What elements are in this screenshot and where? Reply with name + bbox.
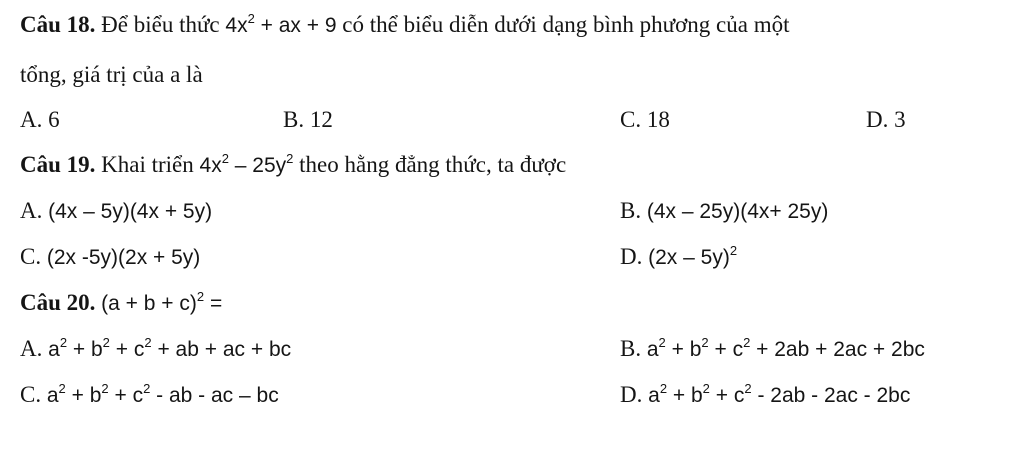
option-value: (2x -5y)(2x + 5y) bbox=[46, 246, 201, 269]
option-value bbox=[648, 243, 738, 269]
question-18-label: Câu 18. bbox=[20, 12, 96, 37]
expr-term: + c bbox=[715, 384, 745, 407]
question-20-label: Câu 20. bbox=[20, 290, 96, 315]
question-18-text-before: Để biểu thức bbox=[101, 12, 220, 37]
expr-term: + ab + ac + bc bbox=[157, 338, 292, 361]
question-18-expression bbox=[225, 11, 337, 37]
expr-term: - 2ab - 2ac - 2bc bbox=[757, 384, 911, 407]
question-20-option-a[interactable] bbox=[20, 334, 291, 365]
option-letter: D. bbox=[620, 382, 643, 407]
exponent: 2 bbox=[744, 381, 752, 396]
expr-term: + b bbox=[72, 338, 103, 361]
expr-term: + b bbox=[671, 338, 702, 361]
option-value bbox=[48, 335, 292, 361]
question-18-option-c[interactable] bbox=[620, 105, 670, 135]
question-19-stem bbox=[20, 150, 566, 181]
exponent: 2 bbox=[221, 151, 229, 166]
exponent: 2 bbox=[658, 335, 666, 350]
option-letter: D. bbox=[620, 244, 643, 269]
exponent: 2 bbox=[743, 335, 751, 350]
question-18-option-a[interactable] bbox=[20, 105, 60, 135]
option-letter: A. bbox=[20, 198, 43, 223]
option-value: 6 bbox=[48, 107, 60, 132]
exponent: 2 bbox=[701, 335, 709, 350]
exponent: 2 bbox=[247, 11, 255, 26]
question-19-expression bbox=[199, 151, 294, 177]
question-20-option-c[interactable] bbox=[20, 380, 279, 411]
question-20-expression bbox=[101, 289, 223, 315]
expr-term: a bbox=[48, 338, 60, 361]
question-19-text-before: Khai triển bbox=[101, 152, 194, 177]
option-letter: C. bbox=[620, 107, 642, 132]
option-letter: C. bbox=[20, 382, 42, 407]
question-18-stem bbox=[20, 10, 790, 41]
exponent: 2 bbox=[58, 381, 66, 396]
question-18-text-after: có thể biểu diễn dưới dạng bình phương của một bbox=[342, 12, 790, 37]
question-19-label: Câu 19. bbox=[20, 152, 96, 177]
exponent: 2 bbox=[59, 335, 68, 350]
exponent: 2 bbox=[143, 381, 151, 396]
exponent: 2 bbox=[286, 151, 294, 166]
option-letter: B. bbox=[283, 107, 305, 132]
exponent: 2 bbox=[101, 381, 109, 396]
question-18-stem-line2: tổng, giá trị của a là bbox=[20, 62, 203, 87]
expr-term: + c bbox=[115, 338, 145, 361]
option-letter: B. bbox=[620, 198, 642, 223]
question-19-option-c[interactable] bbox=[20, 242, 200, 273]
expr-term: (a + b + c) bbox=[101, 292, 197, 315]
option-letter: A. bbox=[20, 336, 43, 361]
expr-term: = bbox=[209, 292, 223, 315]
question-19-option-d[interactable] bbox=[620, 242, 737, 273]
option-letter: A. bbox=[20, 107, 43, 132]
expr-term: – 25y bbox=[234, 154, 287, 177]
option-value: (4x – 25y)(4x+ 25y) bbox=[646, 200, 829, 223]
option-value bbox=[646, 335, 925, 361]
option-value bbox=[46, 381, 279, 407]
question-19-text-after: theo hằng đẳng thức, ta được bbox=[299, 152, 567, 177]
expr-term: a bbox=[46, 384, 59, 407]
expr-term: a bbox=[648, 384, 660, 407]
option-letter: C. bbox=[20, 244, 42, 269]
exponent: 2 bbox=[144, 335, 152, 350]
exponent: 2 bbox=[729, 243, 738, 258]
expr-term: 4x bbox=[199, 154, 222, 177]
question-20-option-d[interactable] bbox=[620, 380, 910, 411]
expr-term: 4x bbox=[225, 14, 248, 37]
option-value: (4x – 5y)(4x + 5y) bbox=[48, 200, 213, 223]
option-value bbox=[648, 381, 911, 407]
expr-term: (2x – 5y) bbox=[648, 246, 730, 269]
expr-term: a bbox=[646, 338, 659, 361]
expr-term: + b bbox=[672, 384, 703, 407]
expr-term: - ab - ac – bc bbox=[156, 384, 279, 407]
option-value: 12 bbox=[309, 107, 333, 132]
expr-term: + ax + 9 bbox=[260, 14, 337, 37]
exponent: 2 bbox=[102, 335, 110, 350]
expr-term: + b bbox=[71, 384, 102, 407]
expr-term: + c bbox=[114, 384, 144, 407]
option-letter: B. bbox=[620, 336, 642, 361]
expr-term: + 2ab + 2ac + 2bc bbox=[756, 338, 925, 361]
question-19-option-a[interactable] bbox=[20, 196, 212, 227]
question-20-option-b[interactable] bbox=[620, 334, 925, 365]
exponent: 2 bbox=[702, 381, 710, 396]
question-18-option-d[interactable] bbox=[866, 105, 906, 135]
exponent: 2 bbox=[196, 289, 205, 304]
exponent: 2 bbox=[659, 381, 668, 396]
option-value: 3 bbox=[894, 107, 906, 132]
question-20-stem bbox=[20, 288, 222, 319]
option-value: 18 bbox=[646, 107, 670, 132]
expr-term: + c bbox=[714, 338, 744, 361]
question-19-option-b[interactable] bbox=[620, 196, 828, 227]
question-18-option-b[interactable] bbox=[283, 105, 333, 135]
option-letter: D. bbox=[866, 107, 889, 132]
